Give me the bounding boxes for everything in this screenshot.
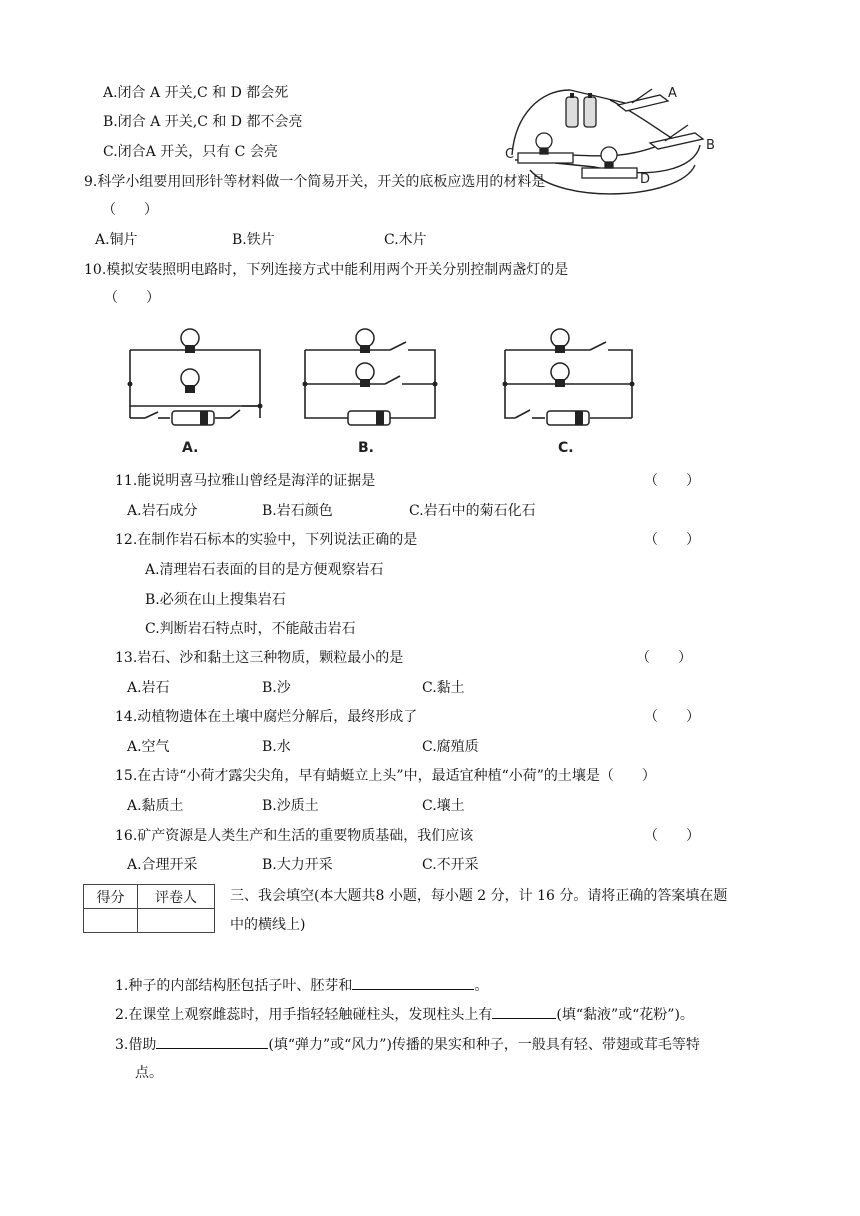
q8-option-c: C.闭合A 开关，只有 C 会亮 — [103, 144, 278, 160]
fill-q1-blank[interactable] — [352, 975, 474, 990]
q10-label-a: A. — [182, 440, 199, 456]
q11-option-b: B.岩石颜色 — [262, 503, 333, 519]
q15-stem: 15.在古诗“小荷才露尖尖角，早有蜻蜓立上头”中，最适宜种植“小荷”的土壤是（ ） — [115, 768, 656, 784]
q12-stem: 12.在制作岩石标本的实验中，下列说法正确的是 — [115, 532, 418, 548]
q15-option-a: A.黏质土 — [127, 798, 184, 814]
q13-option-c: C.黏土 — [422, 680, 465, 696]
grader-cell — [138, 909, 215, 933]
q15-option-c: C.壤土 — [422, 798, 465, 814]
fill-q2 — [115, 1004, 694, 1025]
q16-answer-paren: （ ） — [644, 828, 700, 844]
q9-option-b: B.铁片 — [232, 232, 275, 248]
q10-stem: 10.模拟安装照明电路时，下列连接方式中能利用两个开关分别控制两盏灯的是 — [84, 262, 569, 278]
q11-answer-paren: （ ） — [644, 473, 700, 489]
section3-heading: 三、我会填空(本大题共8 小题，每小题 2 分，计 16 分。请将正确的答案填在题 — [230, 888, 728, 904]
q13-option-b: B.沙 — [262, 680, 291, 696]
q9-option-c: C.木片 — [384, 232, 427, 248]
q9-stem: 9.科学小组要用回形针等材料做一个简易开关，开关的底板应选用的材料是 — [84, 174, 546, 190]
fill-q3 — [115, 1034, 700, 1055]
fill-q3-blank[interactable] — [156, 1034, 268, 1049]
q12-option-c: C.判断岩石特点时，不能敲击岩石 — [145, 621, 356, 637]
q14-option-a: A.空气 — [127, 739, 170, 755]
q9-answer-paren: （ ） — [102, 202, 158, 218]
fill-q3-text: 3.借助 — [115, 1037, 157, 1053]
score-header: 得分 — [84, 885, 138, 909]
q16-option-a: A.合理开采 — [127, 857, 198, 873]
fill-q3-end: (填“弹力”或“风力”)传播的果实和种子，一般具有轻、带翅或茸毛等特 — [268, 1037, 700, 1053]
score-table — [83, 884, 215, 933]
q14-answer-paren: （ ） — [644, 709, 700, 725]
fig-label-d: D — [640, 172, 651, 187]
q11-option-c: C.岩石中的菊石化石 — [409, 503, 536, 519]
fill-q1-text: 1.种子的内部结构胚包括子叶、胚芽和 — [115, 978, 353, 994]
q12-option-a: A.清理岩石表面的目的是方便观察岩石 — [145, 562, 384, 578]
q16-stem: 16.矿产资源是人类生产和生活的重要物质基础，我们应该 — [115, 828, 474, 844]
q16-option-c: C.不开采 — [422, 857, 479, 873]
q15-option-b: B.沙质土 — [262, 798, 319, 814]
fill-q2-end: (填“黏液”或“花粉”)。 — [556, 1007, 694, 1023]
q8-option-a: A.闭合 A 开关,C 和 D 都会死 — [103, 85, 289, 101]
q14-option-b: B.水 — [262, 739, 291, 755]
q14-option-c: C.腐殖质 — [422, 739, 479, 755]
grader-header: 评卷人 — [138, 885, 215, 909]
fig-label-b: B — [706, 138, 715, 153]
section3-heading-cont: 中的横线上) — [230, 917, 306, 933]
q12-option-b: B.必须在山上搜集岩石 — [145, 592, 286, 608]
q13-option-a: A.岩石 — [127, 680, 170, 696]
q10-answer-paren: （ ） — [104, 290, 160, 306]
fill-q3-cont: 点。 — [135, 1065, 163, 1081]
fig-label-a: A — [668, 86, 677, 101]
q8-option-b: B.闭合 A 开关,C 和 D 都不会亮 — [103, 114, 303, 130]
fill-q1-end: 。 — [474, 978, 489, 994]
q10-circuit-figures — [120, 318, 650, 458]
q14-stem: 14.动植物遗体在土壤中腐烂分解后，最终形成了 — [115, 709, 418, 725]
q11-option-a: A.岩石成分 — [127, 503, 198, 519]
fill-q1 — [115, 975, 488, 996]
q13-answer-paren: （ ） — [636, 650, 692, 666]
q13-stem: 13.岩石、沙和黏土这三种物质，颗粒最小的是 — [115, 650, 404, 666]
fill-q2-text: 2.在课堂上观察雌蕊时，用手指轻轻触碰柱头，发现柱头上有 — [115, 1007, 493, 1023]
fill-q2-blank[interactable] — [492, 1004, 556, 1019]
score-cell — [84, 909, 138, 933]
q9-option-a: A.铜片 — [95, 232, 138, 248]
q10-label-b: B. — [358, 440, 374, 456]
fig-label-c: C — [505, 147, 515, 162]
q11-stem: 11.能说明喜马拉雅山曾经是海洋的证据是 — [115, 473, 376, 489]
q10-label-c: C. — [558, 440, 574, 456]
q12-answer-paren: （ ） — [644, 532, 700, 548]
q16-option-b: B.大力开采 — [262, 857, 333, 873]
